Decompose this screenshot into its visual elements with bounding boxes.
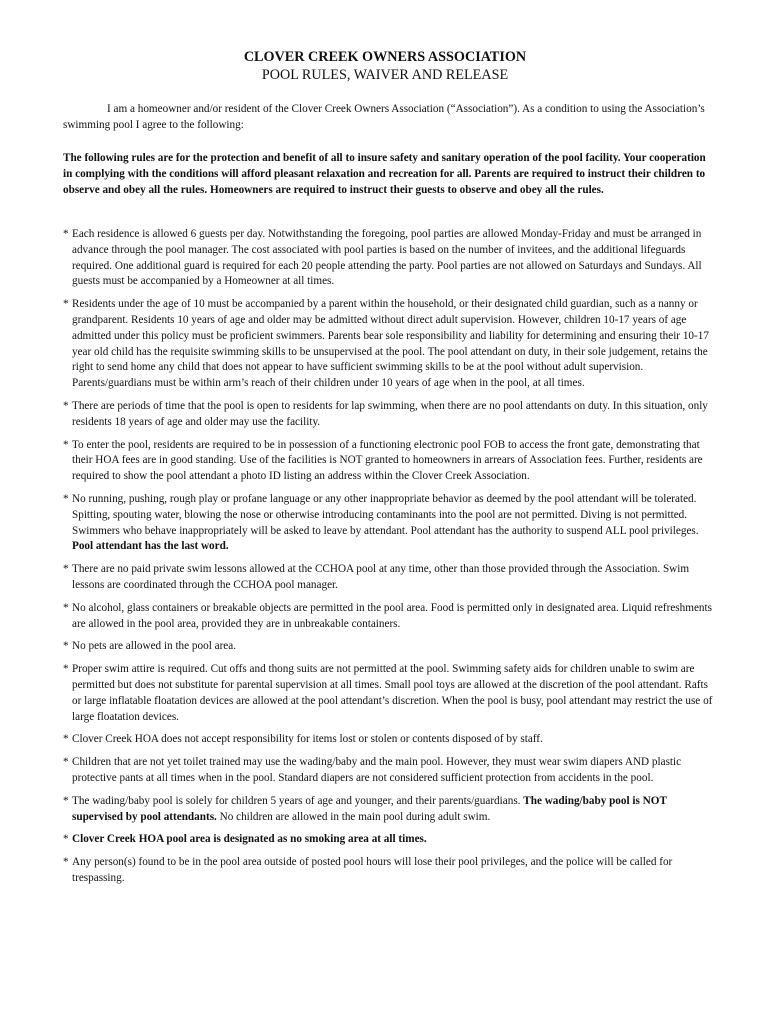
rule-text: To enter the pool, residents are required to be in possession of a functioning electronic pool FOB to access the front gate, demonstrating that their HOA fees are in good standing. Use of the facilities is NOT granted to homeowners in arrears of Association fees. Further, residents are required to show the pool attendant a photo ID listing an address within the Clover Creek Association. [72, 438, 703, 483]
bullet-marker: * [63, 663, 69, 676]
document-subtitle: POOL RULES, WAIVER AND RELEASE [261, 67, 509, 83]
bullet-marker: * [63, 228, 69, 240]
rule-item-guests [63, 227, 718, 290]
rule-text-continued: No children are allowed in the main pool during adult swim. [219, 810, 491, 823]
rule-text: Any person(s) found to be in the pool area outside of posted pool hours will lose their pool privileges, and the police will be called for trespassing. [72, 856, 673, 884]
rule-item-pool-entry [63, 438, 718, 485]
bullet-marker: * [63, 399, 69, 412]
rule-item-swim-diapers [63, 755, 718, 787]
rule-item-swim-lessons [63, 562, 718, 594]
bullet-marker: * [63, 601, 69, 614]
rule-text: No pets are allowed in the pool area. [72, 640, 237, 653]
rule-text: Children that are not yet toilet trained may use the wading/baby and the main pool. However, they must wear swim diapers AND plastic protective pants at all times when in the pool. Standard diapers are not considered sufficient protection from accidents in the pool. [72, 756, 682, 784]
document-title: CLOVER CREEK OWNERS ASSOCIATION [243, 49, 527, 65]
rule-item-pets [63, 639, 718, 655]
bullet-marker: * [63, 756, 69, 769]
rule-item-swim-attire [63, 662, 718, 725]
rule-item-lap-swimming [63, 399, 718, 431]
rule-item-wading-pool [63, 794, 718, 826]
intro-paragraph: I am a homeowner and/or resident of the Clover Creek Owners Association (“Association”). As a condition to using the Association’s swimming pool I agree to the following: [63, 103, 705, 131]
rules-notice: The following rules are for the protection and benefit of all to insure safety and sanitary operation of the pool facility. Your cooperation in complying with the conditions will afford pleasant relaxation and recreation for all. Parents are required to instruct their children to observe and obey all the rules. Homeowners are required to instruct their guests to observe and obey all the rules. [63, 152, 706, 196]
bullet-marker: * [63, 492, 69, 505]
rule-text: Each residence is allowed 6 guests per day. Notwithstanding the foregoing, pool parties are allowed Monday-Friday and must be arranged in advance through the pool manager. The cost associated with pool parties is based on the number of invitees, and the additional lifeguards required. One additional guard is required for each 20 people attending the party. Pool parties are not allowed on Saturdays and Sundays. All guests must be accompanied by a Homeowner at all times. [72, 228, 702, 288]
rule-text: Proper swim attire is required. Cut offs and thong suits are not permitted at the pool. Swimming safety aids for children unable to swim are permitted but does not substitute for parental supervision at all times. Small pool toys are allowed at the discretion of the pool attendant. Rafts or large inflatable floatation devices are allowed at the pool attendant’s discretion. When the pool is busy, pool attendant may restrict the use of large floatation devices. [72, 663, 713, 723]
rule-text: Clover Creek HOA does not accept responsibility for items lost or stolen or contents disposed of by staff. [72, 733, 543, 746]
bullet-marker: * [63, 438, 69, 451]
rule-text: Residents under the age of 10 must be accompanied by a parent within the household, or their designated child guardian, such as a nanny or grandparent. Residents 10 years of age and older may be admitted without direct adult supervision. However, children 10-17 years of age admitted under this policy must be proficient swimmers. Parents bear sole responsibility and liability for determining and ensuring their 10-17 year old child has the requisite swimming skills to be unsupervised at the pool. The pool attendant on duty, in their sole judgement, retains the right to send home any child that does not appear to have sufficient swimming skills to be at the pool without adult supervision. Parents/guardians must be within arm’s reach of their children under 10 years of age when in the pool, at all times. [72, 298, 709, 390]
rules-list [63, 227, 718, 894]
rule-text: No alcohol, glass containers or breakable objects are permitted in the pool area. Food is permitted only in designated area. Liquid refreshments are allowed in the pool area, provided they are in unbreakable containers. [72, 601, 712, 630]
rule-item-age-supervision [63, 297, 718, 392]
rule-emphasis: Clover Creek HOA pool area is designated as no smoking area at all times. [72, 833, 427, 846]
bullet-marker: * [63, 733, 69, 746]
bullet-marker: * [63, 794, 69, 807]
rule-item-alcohol-glass [63, 601, 718, 633]
rule-text: There are no paid private swim lessons allowed at the CCHOA pool at any time, other than those provided through the Association. Swim lessons are coordinated through the CCHOA pool manager. [72, 563, 690, 591]
rule-item-trespassing [63, 855, 718, 887]
bullet-marker: * [63, 298, 69, 311]
rule-item-no-smoking [63, 832, 718, 848]
bullet-marker: * [63, 833, 69, 846]
rule-emphasis: The wading/baby pool is NOT supervised by pool attendants. [72, 794, 667, 823]
rule-item-behavior [63, 492, 718, 555]
rule-text: The wading/baby pool is solely for children 5 years of age and younger, and their parents/guardians. [72, 794, 521, 807]
bullet-marker: * [63, 563, 69, 576]
rule-item-liability [63, 732, 718, 748]
rule-emphasis: Pool attendant has the last word. [72, 540, 229, 553]
rule-text: There are periods of time that the pool is open to residents for lap swimming, when there are no pool attendants on duty. In this situation, only residents 18 years of age and older may use the facility. [72, 399, 708, 428]
rule-text: No running, pushing, rough play or profane language or any other inappropriate behavior as deemed by the pool attendant will be tolerated. Spitting, spouting water, blowing the nose or otherwise introducing contaminants into the pool are not permitted. Diving is not permitted. Swimmers who behave inappropriately will be asked to leave by attendant. Pool attendant has the authority to suspend ALL pool privileges. [72, 492, 699, 537]
bullet-marker: * [63, 856, 69, 869]
bullet-marker: * [63, 640, 69, 653]
